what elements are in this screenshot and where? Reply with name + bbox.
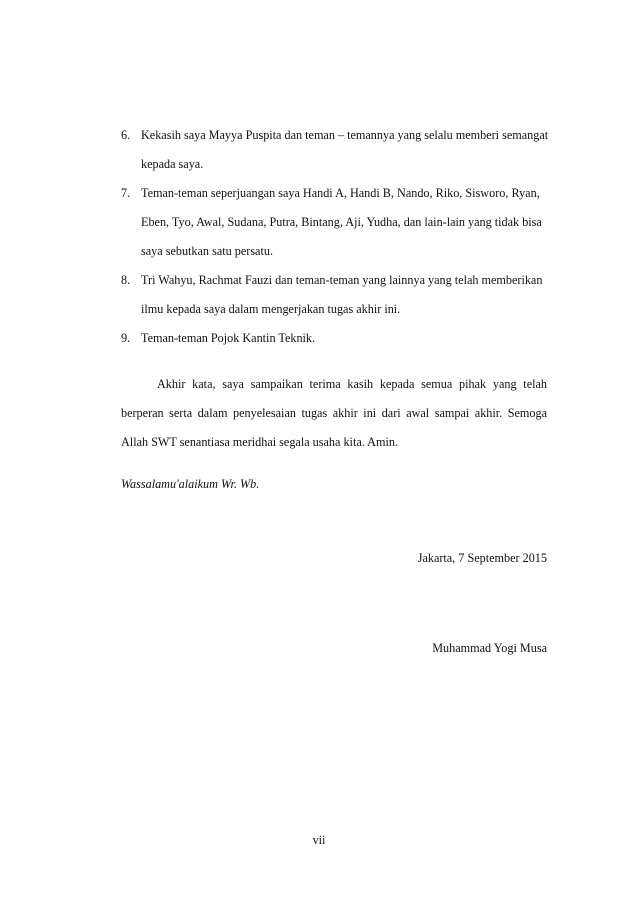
list-item-number: 7. (121, 186, 131, 200)
list-item-text: Tri Wahyu, Rachmat Fauzi dan teman-teman yang lainnya yang telah memberikan ilmu kepada saya dalam mengerjakan tugas akhir ini. (141, 273, 543, 316)
signature-name: Muhammad Yogi Musa (432, 641, 547, 655)
closing-paragraph: Akhir kata, saya sampaikan terima kasih kepada semua pihak yang telah berperan serta dalam penyelesaian tugas akhir ini dari awal sampai akhir. Semoga Allah SWT senantiasa meridhai segala usaha kita. Amin. (121, 377, 547, 449)
list-item-number: 9. (121, 331, 131, 345)
signature-place-date: Jakarta, 7 September 2015 (417, 551, 547, 565)
list-item-text: Kekasih saya Mayya Puspita dan teman – temannya yang selalu memberi semangat kepada saya. (141, 128, 549, 171)
list-item-number: 6. (121, 128, 131, 142)
list-item-text: Teman-teman Pojok Kantin Teknik. (141, 331, 316, 345)
list-item-text: Teman-teman seperjuangan saya Handi A, Handi B, Nando, Riko, Sisworo, Ryan, Eben, Tyo, Awal, Sudana, Putra, Bintang, Aji, Yudha, dan lain-lain yang tidak bisa saya sebutkan satu persatu. (141, 186, 542, 258)
acknowledgment-list (121, 121, 551, 353)
page-number: vii (312, 833, 326, 847)
list-item (121, 324, 551, 353)
list-item (121, 121, 551, 179)
closing-salutation: Wassalamu'alaikum Wr. Wb. (121, 477, 260, 491)
list-item (121, 179, 551, 266)
list-item (121, 266, 551, 324)
list-item-number: 8. (121, 273, 131, 287)
